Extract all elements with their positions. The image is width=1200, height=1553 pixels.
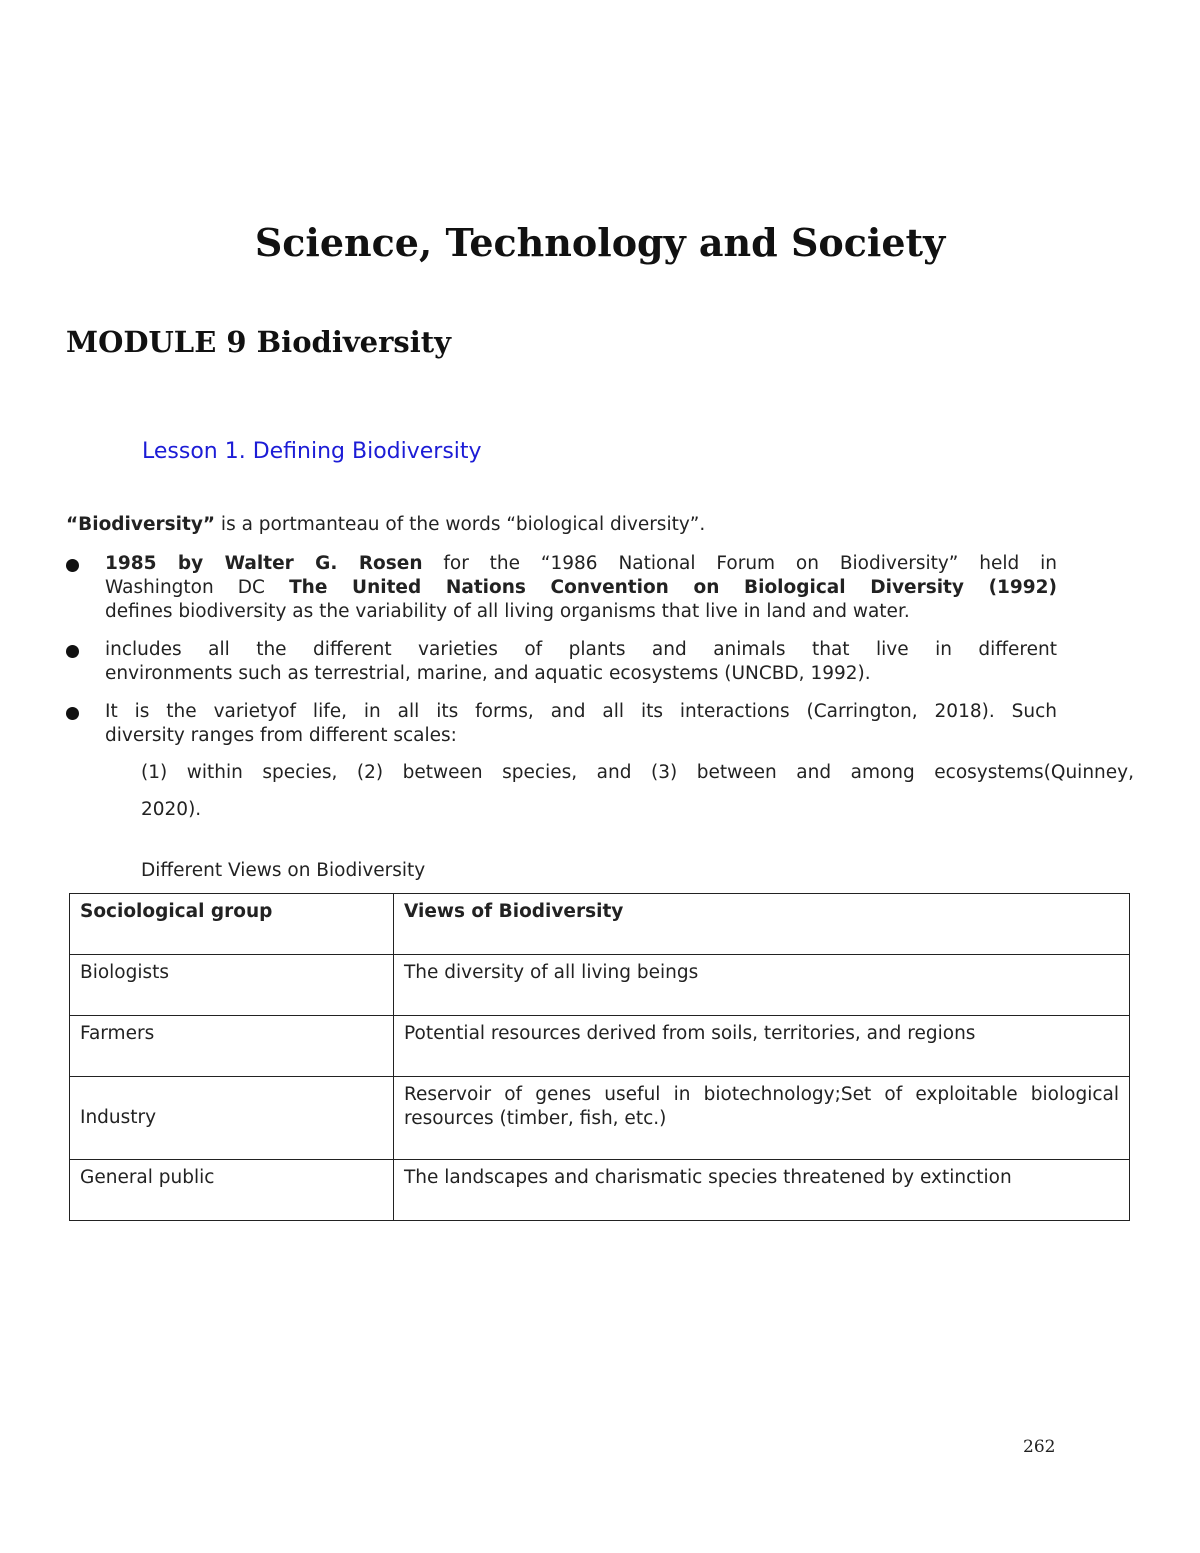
intro-text: is a portmanteau of the words “biological diversity”.: [215, 514, 706, 535]
bullet-line: environments such as terrestrial, marine, and aquatic ecosystems (UNCBD, 1992).: [105, 663, 871, 684]
bullet-bold-text: 1985 by Walter G. Rosen: [105, 553, 423, 574]
page-number: 262: [1023, 1437, 1056, 1457]
header-cell-views: Views of Biodiversity: [394, 894, 1130, 955]
table-cell: Reservoir of genes useful in biotechnology;Set of exploitable biological resources (timber, fish, etc.): [394, 1077, 1130, 1160]
bullet-icon: [66, 707, 79, 720]
bullet-bold-text: The United Nations Convention on Biological Diversity (1992): [289, 577, 1057, 598]
page-title: Science, Technology and Society: [254, 220, 946, 265]
scales-text: [141, 754, 1134, 828]
table-row: [70, 1077, 1130, 1160]
table-cell: Industry: [70, 1077, 394, 1160]
bullet-line: It is the varietyof life, in all its forms, and all its interactions (Carrington, 2018). Such: [105, 701, 1057, 722]
scales-line: 2020).: [141, 799, 202, 820]
table-cell: Biologists: [70, 955, 394, 1016]
bullet-line: includes all the different varieties of plants and animals that live in different: [105, 639, 1057, 660]
table-row: [70, 1016, 1130, 1077]
table-cell: The diversity of all living beings: [394, 955, 1130, 1016]
bullet-line: [105, 576, 1057, 600]
table-cell: The landscapes and charismatic species threatened by extinction: [394, 1160, 1130, 1221]
table-cell: Potential resources derived from soils, territories, and regions: [394, 1016, 1130, 1077]
intro-term: “Biodiversity”: [66, 514, 216, 535]
module-heading: MODULE 9 Biodiversity: [66, 325, 452, 359]
intro-paragraph: [66, 512, 705, 538]
table-cell: Farmers: [70, 1016, 394, 1077]
table-header-row: [70, 894, 1130, 955]
table-row: [70, 955, 1130, 1016]
bullet-item: [105, 552, 1057, 624]
bullet-line: diversity ranges from different scales:: [105, 725, 457, 746]
table-row: [70, 1160, 1130, 1221]
bullet-icon: [66, 559, 79, 572]
bullet-icon: [66, 645, 79, 658]
bullet-line: defines biodiversity as the variability of all living organisms that live in land and water.: [105, 601, 910, 622]
header-cell-group: Sociological group: [70, 894, 394, 955]
bullet-text: Washington DC: [105, 577, 290, 598]
table-cell: General public: [70, 1160, 394, 1221]
bullet-line: [105, 552, 1057, 576]
table-caption: Different Views on Biodiversity: [141, 860, 426, 881]
scales-line: (1) within species, (2) between species, and (3) between and among ecosystems(Quinney,: [141, 762, 1134, 783]
bullet-item: [105, 638, 1057, 686]
bullet-text: for the “1986 National Forum on Biodiversity” held in: [422, 553, 1057, 574]
views-table: [69, 893, 1130, 1221]
bullet-item: [105, 700, 1057, 748]
lesson-heading: Lesson 1. Defining Biodiversity: [142, 439, 482, 464]
